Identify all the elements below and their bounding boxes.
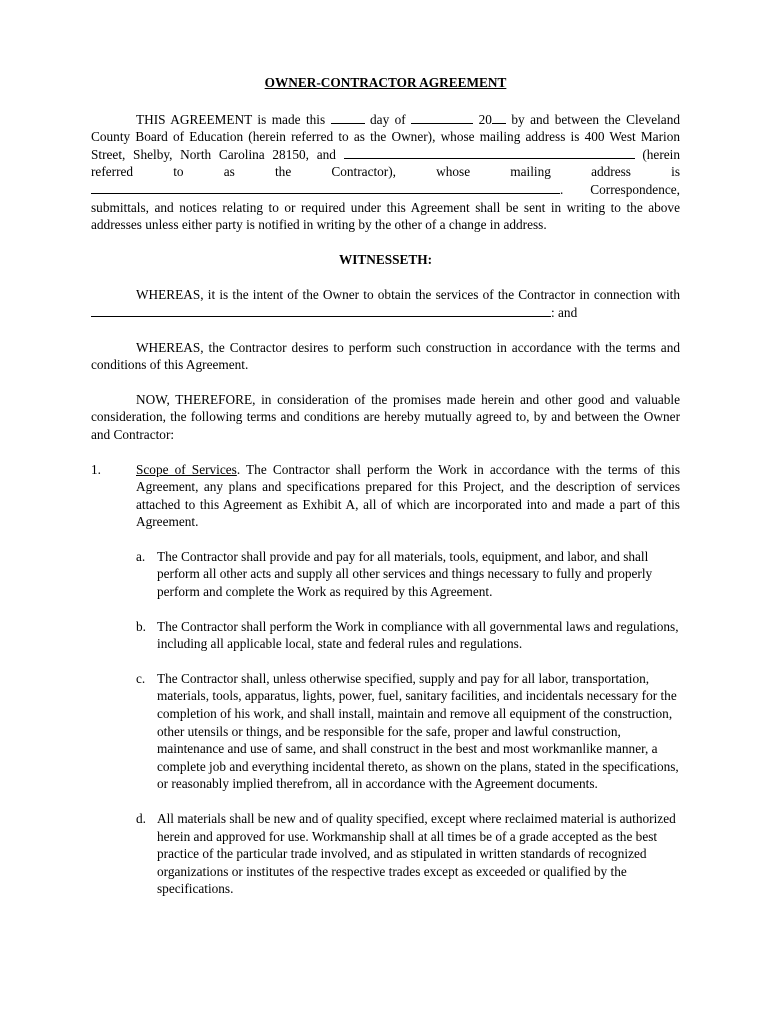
intro-text-6: . [560, 181, 564, 197]
year-blank [492, 111, 506, 124]
subsection-b [91, 618, 680, 653]
subsection-text: The Contractor shall provide and pay for all materials, tools, equipment, and labor, and shall perform all other acts and supply all other services and things necessary to fully and properly perform and complete the Work as required by this Agreement. [157, 548, 653, 600]
contractor-address-blank [91, 181, 560, 194]
witnesseth-heading: WITNESSETH: [338, 251, 433, 267]
month-blank [411, 111, 473, 124]
subsection-letter: d. [136, 811, 146, 826]
whereas1-end: : and [551, 304, 578, 320]
whereas-paragraph-2: WHEREAS, the Contractor desires to perform such construction in accordance with the terms and conditions of this Agreement. [91, 339, 680, 373]
subsection-a [91, 548, 680, 601]
section-1-heading: Scope of Services [136, 461, 237, 477]
intro-text-1: THIS AGREEMENT is made this [136, 111, 326, 127]
now-therefore-paragraph: NOW, THEREFORE, in consideration of the promises made herein and other good and valuable consideration, the following terms and conditions are hereby mutually agreed to, by and between the Owner and Contractor: [91, 391, 680, 442]
section-1 [91, 461, 680, 531]
intro-text-4: by and between the Cleveland County Board of Education (herein referred to as the Owner), whose mailing address is 400 West Marion Street, Shelby, North Carolina 28150, and [91, 111, 681, 162]
section-1-number: 1. [91, 461, 101, 477]
subsection-letter: c. [136, 670, 146, 686]
intro-text-5: (herein referred to as the Contractor), whose mailing address is [91, 146, 680, 180]
document-title: OWNER-CONTRACTOR AGREEMENT [264, 75, 507, 90]
subsection-letter: a. [136, 548, 146, 564]
intro-text-7: Correspondence, submittals, and notices relating to or required under this Agreement shall be sent in writing to the above addresses unless either party is notified in writing by the other of a change in address. [91, 181, 680, 233]
subsection-c [91, 670, 680, 793]
intro-text-2: day of [370, 111, 406, 127]
contractor-name-blank [344, 146, 635, 159]
subsection-text: All materials shall be new and of quality specified, except where reclaimed material is authorized herein and approved for use. Workmanship shall at all times be of a grade accepted as the best practice of the particular trade involved, and as stipulated in written standards of recognized organizations or institutes of the respective trades except as exceeded or qualified by the specifications. [157, 811, 676, 897]
day-blank [331, 111, 365, 124]
subsection-letter: b. [136, 618, 146, 634]
project-blank [91, 304, 551, 317]
intro-paragraph [91, 111, 680, 234]
section-1-body: . The Contractor shall perform the Work in accordance with the terms of this Agreement, any plans and specifications prepared for this Project, and the description of services attached to this Agreement as Exhibit A, all of which are incorporated into and made a part of this Agreement. [136, 461, 680, 530]
intro-text-3: 20 [478, 111, 492, 127]
subsection-text: The Contractor shall, unless otherwise specified, supply and pay for all labor, transportation, materials, tools, apparatus, lights, power, fuel, sanitary facilities, and incidentals necessary for the completion of his work, and shall install, maintain and remove all equipment of the construction, other utensils or things, and be responsible for the safe, proper and lawful construction, maintenance and use of same, and shall construct in the best and most workmanlike manner, a complete job and everything incidental thereto, as shown on the plans, stated in the specifications, or reasonably implied therefrom, all in accordance with the Agreement documents. [157, 670, 679, 792]
subsection-text: The Contractor shall perform the Work in compliance with all governmental laws and regulations, including all applicable local, state and federal rules and regulations. [157, 618, 679, 652]
whereas1-text: WHEREAS, it is the intent of the Owner to obtain the services of the Contractor in connection with [136, 287, 680, 303]
subsection-d [91, 810, 680, 898]
agreement-page [91, 74, 680, 915]
whereas-paragraph-1 [91, 286, 680, 321]
